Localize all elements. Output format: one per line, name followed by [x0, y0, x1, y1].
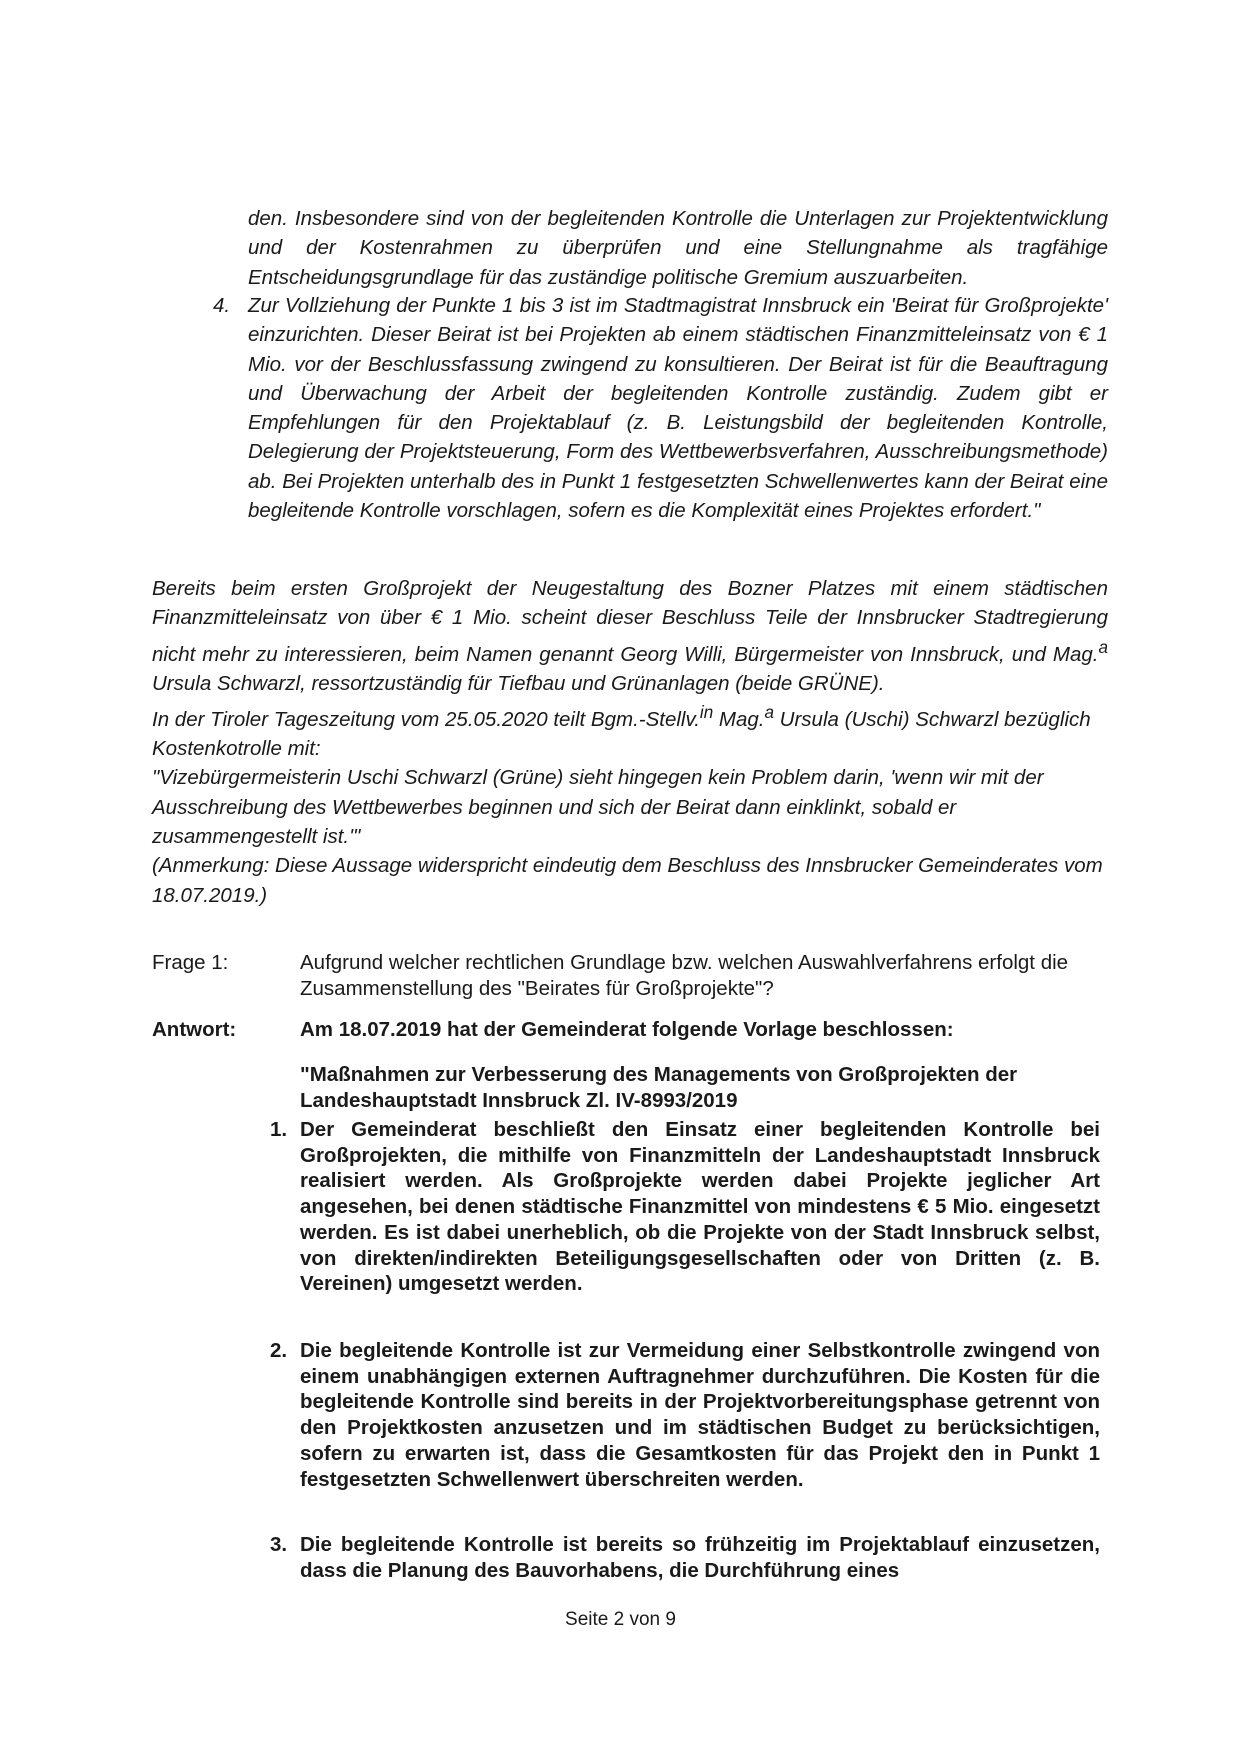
answer-intro: Am 18.07.2019 hat der Gemeinderat folgende Vorlage beschlossen: [300, 1018, 954, 1041]
question-label: Frage 1: [152, 951, 229, 974]
list-item-3-continuation: den. Insbesondere sind von der begleitenden Kontrolle die Unterlagen zur Projektentwicklung und der Kostenrahmen zu überprüfen und eine Stellungnahme als tragfähige Entscheidungsgrundlage für das zuständige politische Gremium auszuarbeiten. [248, 207, 1108, 289]
resolution-item-2 [270, 1338, 1100, 1492]
resolution-title: "Maßnahmen zur Verbesserung des Managements von Großprojekten der Landeshauptstadt Innsbruck Zl. IV-8993/2019 [300, 1063, 1018, 1112]
resolution-item-text: Die begleitende Kontrolle ist zur Vermeidung einer Selbstkontrolle zwingend von einem unabhängigen externen Auftragnehmer durchzuführen. Die Kosten für die begleitende Kontrolle sind bereits in der Projektvorbereitungsphase getrennt von den Projektkosten anzusetzen und im städtischen Budget zu berücksichtigen, sofern zu erwarten ist, dass die Gesamtkosten für das Projekt den in Punkt 1 festgesetzten Schwellenwert überschreiten werden. [300, 1339, 1100, 1491]
list-item-text: Zur Vollziehung der Punkte 1 bis 3 ist im Stadtmagistrat Innsbruck ein 'Beirat für Großprojekte' einzurichten. Dieser Beirat ist bei Projekten ab einem städtischen Finanzmitteleinsatz von € 1 Mio. vor der Beschlussfassung zwingend zu konsultieren. Der Beirat ist für die Beauftragung und Überwachung der Arbeit der begleitenden Kontrolle zuständig. Zudem gibt er Empfehlungen für den Projektablauf (z. B. Leistungsbild der begleitenden Kontrolle, Delegierung der Projektsteuerung, Form des Wettbewerbsverfahren, Ausschreibungsmethode) ab. Bei Projekten unterhalb des in Punkt 1 festgesetzten Schwellenwertes kann der Beirat eine begleitende Kontrolle vorschlagen, sofern es die Komplexität eines Projektes erfordert." [248, 294, 1108, 523]
commentary-paragraph-2: In der Tiroler Tageszeitung vom 25.05.2020 teilt Bgm.-Stellv.$^{in}$ Mag.$^a$ Ursula (Uschi) Schwarzl bezüglich Kostenkotrolle mit: [152, 703, 1091, 761]
answer-1 [152, 1017, 1108, 1112]
resolution-item-3 [270, 1532, 1100, 1583]
resolution-item-number: 2. [270, 1339, 288, 1362]
resolution-item-1 [270, 1117, 1100, 1297]
list-item-number: 4. [213, 294, 231, 317]
question-1 [152, 950, 1108, 1001]
question-text: Aufgrund welcher rechtlichen Grundlage bzw. welchen Auswahlverfahrens erfolgt die Zusammenstellung des "Beirates für Großprojekte"? [300, 951, 1069, 1000]
page-number: Seite 2 von 9 [565, 1609, 676, 1630]
resolution-item-text: Die begleitende Kontrolle ist bereits so frühzeitig im Projektablauf einzusetzen, dass die Planung des Bauvorhabens, die Durchführung eines [300, 1533, 1100, 1582]
commentary-note: (Anmerkung: Diese Aussage widerspricht eindeutig dem Beschluss des Innsbrucker Gemeinderates vom 18.07.2019.) [152, 854, 1103, 907]
answer-label: Antwort: [152, 1018, 237, 1041]
list-item-4 [213, 291, 1108, 525]
commentary [152, 574, 1108, 910]
resolution-item-text: Der Gemeinderat beschließt den Einsatz einer begleitenden Kontrolle bei Großprojekten, die mithilfe von Finanzmitteln der Landeshauptstadt Innsbruck realisiert werden. Als Großprojekte werden dabei Projekte jeglicher Art angesehen, bei denen städtische Finanzmittel von mindestens € 5 Mio. eingesetzt werden. Es ist dabei unerheblich, ob die Projekte von der Stadt Innsbruck selbst, von direkten/indirekten Beteiligungsgesellschaften oder von Dritten (z. B. Vereinen) umgesetzt werden. [300, 1118, 1100, 1296]
resolution-item-number: 1. [270, 1118, 288, 1141]
resolution-item-number: 3. [270, 1533, 288, 1556]
commentary-paragraph-1: Bereits beim ersten Großprojekt der Neugestaltung des Bozner Platzes mit einem städtischen Finanzmitteleinsatz von über € 1 Mio. scheint dieser Beschluss Teile der Innsbrucker Stadtregierung nicht mehr zu interessieren, beim Namen genannt Georg Willi, Bürgermeister von Innsbruck, und Mag.$^a$ Ursula Schwarzl, ressortzuständig für Tiefbau und Grünanlagen (beide GRÜNE). [152, 577, 1108, 695]
newspaper-quote: "Vizebürgermeisterin Uschi Schwarzl (Grüne) sieht hingegen kein Problem darin, 'wenn wir mit der Ausschreibung des Wettbewerbes beginnen und sich der Beirat dann einklinkt, sobald er zusammengestellt ist.'" [152, 766, 1044, 849]
